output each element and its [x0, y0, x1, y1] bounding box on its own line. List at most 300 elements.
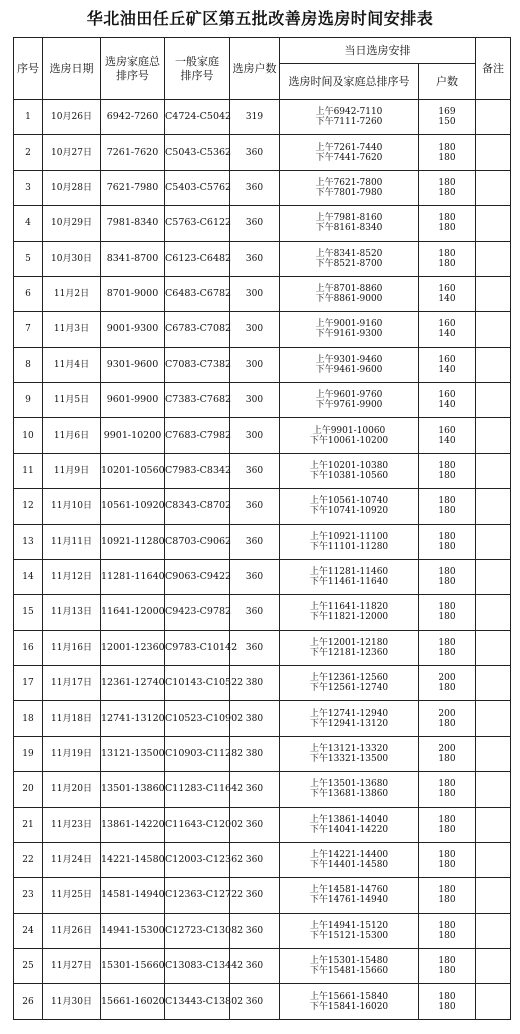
remark-cell [476, 984, 511, 1020]
count-cell [419, 418, 476, 453]
count-cell-pm: 180 [438, 930, 456, 941]
time-range-cell [280, 666, 419, 701]
time-range-cell-am: 上午13121-13320 [309, 743, 389, 754]
table-row [14, 489, 511, 524]
seq-cell: 25 [14, 949, 43, 984]
family-order-cell: 9601-9900 [101, 383, 165, 418]
date-cell: 11月26日 [43, 913, 101, 948]
schedule-table [13, 37, 511, 1020]
households-cell: 380 [230, 701, 280, 736]
general-order-cell: C11643-C12002 [165, 807, 230, 842]
households-cell: 360 [230, 772, 280, 807]
count-cell-am: 160 [438, 425, 456, 436]
seq-cell: 18 [14, 701, 43, 736]
time-range-cell-pm: 下午15841-16020 [309, 1001, 389, 1012]
time-range-cell [280, 383, 419, 418]
header-count: 户数 [419, 64, 476, 100]
remark-cell [476, 524, 511, 559]
seq-cell: 12 [14, 489, 43, 524]
table-row [14, 630, 511, 665]
general-order-cell: C7083-C7382 [165, 347, 230, 382]
count-cell-am: 180 [438, 567, 456, 578]
general-order-cell: C8343-C8702 [165, 489, 230, 524]
count-cell-am: 180 [438, 850, 456, 861]
seq-cell: 23 [14, 878, 43, 913]
count-cell-am: 180 [438, 602, 456, 613]
time-range-cell-am: 上午9001-9160 [315, 319, 383, 330]
count-cell-pm: 180 [438, 789, 456, 800]
family-order-cell: 8701-9000 [101, 276, 165, 311]
time-range-cell-am: 上午6942-7110 [315, 107, 383, 118]
time-range-cell-pm: 下午8521-8700 [315, 258, 383, 269]
table-row [14, 772, 511, 807]
general-order-cell: C9423-C9782 [165, 595, 230, 630]
time-range-cell-am: 上午9301-9460 [315, 354, 383, 365]
family-order-cell: 10561-10920 [101, 489, 165, 524]
count-cell [419, 559, 476, 594]
time-range-cell [280, 595, 419, 630]
count-cell-am: 160 [438, 319, 456, 330]
remark-cell [476, 701, 511, 736]
date-cell: 10月26日 [43, 100, 101, 135]
count-cell-am: 180 [438, 248, 456, 259]
time-range-cell [280, 559, 419, 594]
time-range-cell [280, 453, 419, 488]
remark-cell [476, 630, 511, 665]
count-cell [419, 772, 476, 807]
header-time-and-order: 选房时间及家庭总排序号 [280, 64, 419, 100]
general-order-cell: C10903-C11282 [165, 736, 230, 771]
date-cell: 11月23日 [43, 807, 101, 842]
count-cell [419, 276, 476, 311]
table-row [14, 559, 511, 594]
table-row [14, 913, 511, 948]
general-order-cell: C8703-C9062 [165, 524, 230, 559]
remark-cell [476, 383, 511, 418]
time-range-cell-pm: 下午15481-15660 [309, 966, 389, 977]
seq-cell: 20 [14, 772, 43, 807]
time-range-cell-pm: 下午9461-9600 [315, 364, 383, 375]
table-row [14, 595, 511, 630]
time-range-cell-am: 上午13861-14040 [309, 814, 389, 825]
family-order-cell: 9001-9300 [101, 312, 165, 347]
date-cell: 10月27日 [43, 135, 101, 170]
time-range-cell-am: 上午10561-10740 [309, 496, 389, 507]
time-range-cell-am: 上午8701-8860 [315, 284, 383, 295]
time-range-cell-pm: 下午15121-15300 [309, 930, 389, 941]
header-households: 选房户数 [230, 38, 280, 100]
table-row [14, 878, 511, 913]
remark-cell [476, 736, 511, 771]
table-row [14, 736, 511, 771]
count-cell-am: 180 [438, 779, 456, 790]
family-order-cell: 9901-10200 [101, 418, 165, 453]
count-cell-pm: 140 [438, 294, 456, 305]
count-cell [419, 170, 476, 205]
households-cell: 360 [230, 206, 280, 241]
count-cell [419, 878, 476, 913]
count-cell [419, 524, 476, 559]
general-order-cell: C10143-C10522 [165, 666, 230, 701]
time-range-cell-am: 上午11641-11820 [309, 602, 389, 613]
date-cell: 11月20日 [43, 772, 101, 807]
seq-cell: 21 [14, 807, 43, 842]
remark-cell [476, 666, 511, 701]
count-cell-am: 180 [438, 213, 456, 224]
seq-cell: 1 [14, 100, 43, 135]
general-order-cell: C7383-C7682 [165, 383, 230, 418]
family-order-cell: 14941-15300 [101, 913, 165, 948]
households-cell: 360 [230, 170, 280, 205]
family-order-cell: 12001-12360 [101, 630, 165, 665]
date-cell: 11月11日 [43, 524, 101, 559]
family-order-cell: 12741-13120 [101, 701, 165, 736]
count-cell-pm: 180 [438, 1001, 456, 1012]
count-cell-am: 160 [438, 390, 456, 401]
count-cell-pm: 180 [438, 824, 456, 835]
time-range-cell-am: 上午14221-14400 [309, 850, 389, 861]
count-cell-am: 180 [438, 177, 456, 188]
time-range-cell [280, 524, 419, 559]
households-cell: 380 [230, 666, 280, 701]
count-cell [419, 241, 476, 276]
remark-cell [476, 559, 511, 594]
time-range-cell-pm: 下午12941-13120 [309, 718, 389, 729]
remark-cell [476, 100, 511, 135]
count-cell-am: 180 [438, 956, 456, 967]
remark-cell [476, 913, 511, 948]
count-cell [419, 666, 476, 701]
general-order-cell: C13443-C13802 [165, 984, 230, 1020]
seq-cell: 4 [14, 206, 43, 241]
general-order-cell: C6123-C6482 [165, 241, 230, 276]
count-cell-am: 180 [438, 637, 456, 648]
general-order-cell: C7983-C8342 [165, 453, 230, 488]
time-range-cell [280, 772, 419, 807]
time-range-cell-pm: 下午12561-12740 [309, 683, 389, 694]
count-cell-pm: 140 [438, 364, 456, 375]
family-order-cell: 14221-14580 [101, 842, 165, 877]
general-order-cell: C9063-C9422 [165, 559, 230, 594]
date-cell: 10月29日 [43, 206, 101, 241]
family-order-cell: 10201-10560 [101, 453, 165, 488]
count-cell-pm: 180 [438, 258, 456, 269]
general-order-cell: C10523-C10902 [165, 701, 230, 736]
time-range-cell-pm: 下午8861-9000 [315, 294, 383, 305]
time-range-cell-pm: 下午13681-13860 [309, 789, 389, 800]
general-order-cell: C7683-C7982 [165, 418, 230, 453]
seq-cell: 22 [14, 842, 43, 877]
date-cell: 11月9日 [43, 453, 101, 488]
count-cell-am: 160 [438, 354, 456, 365]
family-order-cell: 15661-16020 [101, 984, 165, 1020]
remark-cell [476, 489, 511, 524]
count-cell [419, 489, 476, 524]
time-range-cell-pm: 下午9161-9300 [315, 329, 383, 340]
count-cell-pm: 180 [438, 470, 456, 481]
count-cell [419, 701, 476, 736]
count-cell-pm: 140 [438, 435, 456, 446]
count-cell-pm: 180 [438, 612, 456, 623]
table-row [14, 949, 511, 984]
seq-cell: 5 [14, 241, 43, 276]
header-day-arrangement: 当日选房安排 [280, 38, 476, 64]
general-order-cell: C4724-C5042 [165, 100, 230, 135]
time-range-cell-pm: 下午14401-14580 [309, 860, 389, 871]
seq-cell: 24 [14, 913, 43, 948]
households-cell: 360 [230, 630, 280, 665]
seq-cell: 7 [14, 312, 43, 347]
time-range-cell-am: 上午10921-11100 [309, 531, 389, 542]
households-cell: 360 [230, 842, 280, 877]
time-range-cell [280, 807, 419, 842]
time-range-cell-pm: 下午8161-8340 [315, 223, 383, 234]
remark-cell [476, 206, 511, 241]
time-range-cell [280, 135, 419, 170]
time-range-cell-pm: 下午11101-11280 [309, 541, 389, 552]
remark-cell [476, 807, 511, 842]
households-cell: 300 [230, 347, 280, 382]
family-order-cell: 10921-11280 [101, 524, 165, 559]
count-cell [419, 949, 476, 984]
remark-cell [476, 276, 511, 311]
households-cell: 380 [230, 736, 280, 771]
count-cell [419, 135, 476, 170]
remark-cell [476, 878, 511, 913]
date-cell: 11月10日 [43, 489, 101, 524]
count-cell [419, 736, 476, 771]
date-cell: 11月16日 [43, 630, 101, 665]
seq-cell: 19 [14, 736, 43, 771]
date-cell: 11月13日 [43, 595, 101, 630]
count-cell [419, 312, 476, 347]
time-range-cell-pm: 下午10061-10200 [309, 435, 389, 446]
family-order-cell: 12361-12740 [101, 666, 165, 701]
table-row [14, 984, 511, 1020]
date-cell: 11月12日 [43, 559, 101, 594]
date-cell: 11月27日 [43, 949, 101, 984]
date-cell: 11月6日 [43, 418, 101, 453]
family-order-cell: 7981-8340 [101, 206, 165, 241]
time-range-cell-am: 上午7981-8160 [315, 213, 383, 224]
count-cell-am: 180 [438, 920, 456, 931]
count-cell-am: 169 [438, 107, 456, 118]
time-range-cell [280, 949, 419, 984]
time-range-cell [280, 489, 419, 524]
family-order-cell: 7261-7620 [101, 135, 165, 170]
count-cell [419, 347, 476, 382]
count-cell [419, 630, 476, 665]
households-cell: 360 [230, 878, 280, 913]
general-order-cell: C11283-C11642 [165, 772, 230, 807]
count-cell-pm: 150 [438, 117, 456, 128]
seq-cell: 17 [14, 666, 43, 701]
seq-cell: 9 [14, 383, 43, 418]
time-range-cell [280, 984, 419, 1020]
count-cell-pm: 140 [438, 400, 456, 411]
time-range-cell-am: 上午7621-7800 [315, 177, 383, 188]
family-order-cell: 13501-13860 [101, 772, 165, 807]
households-cell: 300 [230, 276, 280, 311]
seq-cell: 6 [14, 276, 43, 311]
time-range-cell [280, 206, 419, 241]
table-row [14, 666, 511, 701]
seq-cell: 3 [14, 170, 43, 205]
households-cell: 360 [230, 807, 280, 842]
remark-cell [476, 312, 511, 347]
table-row [14, 383, 511, 418]
time-range-cell [280, 418, 419, 453]
time-range-cell [280, 347, 419, 382]
count-cell [419, 383, 476, 418]
count-cell-pm: 140 [438, 329, 456, 340]
time-range-cell-am: 上午15661-15840 [309, 991, 389, 1002]
time-range-cell-pm: 下午10381-10560 [309, 470, 389, 481]
date-cell: 11月18日 [43, 701, 101, 736]
count-cell-am: 200 [438, 743, 456, 754]
general-order-cell: C12003-C12362 [165, 842, 230, 877]
households-cell: 360 [230, 913, 280, 948]
time-range-cell-pm: 下午11461-11640 [309, 577, 389, 588]
time-range-cell [280, 312, 419, 347]
time-range-cell-pm: 下午14041-14220 [309, 824, 389, 835]
date-cell: 11月19日 [43, 736, 101, 771]
general-order-cell: C12363-C12722 [165, 878, 230, 913]
table-row [14, 241, 511, 276]
date-cell: 11月2日 [43, 276, 101, 311]
time-range-cell-am: 上午9901-10060 [312, 425, 386, 436]
count-cell [419, 453, 476, 488]
seq-cell: 8 [14, 347, 43, 382]
date-cell: 10月28日 [43, 170, 101, 205]
count-cell-am: 180 [438, 142, 456, 153]
table-row [14, 312, 511, 347]
count-cell-pm: 180 [438, 541, 456, 552]
time-range-cell-pm: 下午13321-13500 [309, 753, 389, 764]
date-cell: 10月30日 [43, 241, 101, 276]
family-order-cell: 9301-9600 [101, 347, 165, 382]
table-row [14, 135, 511, 170]
remark-cell [476, 170, 511, 205]
document-title: 华北油田任丘矿区第五批改善房选房时间安排表 [86, 9, 434, 28]
family-order-cell: 15301-15660 [101, 949, 165, 984]
count-cell [419, 206, 476, 241]
time-range-cell [280, 701, 419, 736]
general-order-cell: C9783-C10142 [165, 630, 230, 665]
households-cell: 300 [230, 418, 280, 453]
count-cell [419, 807, 476, 842]
header-date: 选房日期 [43, 38, 101, 100]
count-cell-pm: 180 [438, 506, 456, 517]
family-order-cell: 13861-14220 [101, 807, 165, 842]
seq-cell: 15 [14, 595, 43, 630]
family-order-cell: 13121-13500 [101, 736, 165, 771]
table-row [14, 347, 511, 382]
count-cell-pm: 180 [438, 647, 456, 658]
households-cell: 360 [230, 984, 280, 1020]
header-general-order: 一般家庭排序号 [165, 38, 230, 100]
remark-cell [476, 347, 511, 382]
table-row [14, 524, 511, 559]
remark-cell [476, 453, 511, 488]
general-order-cell: C5403-C5762 [165, 170, 230, 205]
count-cell-pm: 180 [438, 753, 456, 764]
table-row [14, 453, 511, 488]
count-cell-pm: 180 [438, 683, 456, 694]
count-cell-am: 180 [438, 885, 456, 896]
remark-cell [476, 418, 511, 453]
count-cell-am: 200 [438, 708, 456, 719]
general-order-cell: C6483-C6782 [165, 276, 230, 311]
count-cell-pm: 180 [438, 187, 456, 198]
seq-cell: 14 [14, 559, 43, 594]
time-range-cell-am: 上午12361-12560 [309, 673, 389, 684]
time-range-cell-am: 上午9601-9760 [315, 390, 383, 401]
count-cell [419, 595, 476, 630]
households-cell: 319 [230, 100, 280, 135]
general-order-cell: C12723-C13082 [165, 913, 230, 948]
date-cell: 11月17日 [43, 666, 101, 701]
date-cell: 11月30日 [43, 984, 101, 1020]
count-cell-pm: 180 [438, 152, 456, 163]
households-cell: 360 [230, 524, 280, 559]
time-range-cell-am: 上午12741-12940 [309, 708, 389, 719]
table-row [14, 206, 511, 241]
seq-cell: 16 [14, 630, 43, 665]
seq-cell: 26 [14, 984, 43, 1020]
family-order-cell: 11641-12000 [101, 595, 165, 630]
time-range-cell-am: 上午10201-10380 [309, 460, 389, 471]
count-cell [419, 984, 476, 1020]
time-range-cell-am: 上午15301-15480 [309, 956, 389, 967]
count-cell [419, 100, 476, 135]
count-cell-pm: 180 [438, 966, 456, 977]
count-cell-pm: 180 [438, 895, 456, 906]
time-range-cell-pm: 下午12181-12360 [309, 647, 389, 658]
family-order-cell: 7621-7980 [101, 170, 165, 205]
time-range-cell [280, 100, 419, 135]
count-cell-am: 180 [438, 531, 456, 542]
households-cell: 360 [230, 949, 280, 984]
time-range-cell-am: 上午12001-12180 [309, 637, 389, 648]
time-range-cell-pm: 下午10741-10920 [309, 506, 389, 517]
date-cell: 11月25日 [43, 878, 101, 913]
households-cell: 360 [230, 559, 280, 594]
time-range-cell [280, 736, 419, 771]
time-range-cell-am: 上午7261-7440 [315, 142, 383, 153]
time-range-cell-pm: 下午7111-7260 [315, 117, 383, 128]
count-cell-am: 180 [438, 814, 456, 825]
time-range-cell-am: 上午14941-15120 [309, 920, 389, 931]
remark-cell [476, 135, 511, 170]
table-row [14, 842, 511, 877]
date-cell: 11月5日 [43, 383, 101, 418]
general-order-cell: C13083-C13442 [165, 949, 230, 984]
seq-cell: 2 [14, 135, 43, 170]
time-range-cell [280, 842, 419, 877]
general-order-cell: C5043-C5362 [165, 135, 230, 170]
family-order-cell: 8341-8700 [101, 241, 165, 276]
date-cell: 11月4日 [43, 347, 101, 382]
count-cell-am: 200 [438, 673, 456, 684]
seq-cell: 11 [14, 453, 43, 488]
time-range-cell-pm: 下午7801-7980 [315, 187, 383, 198]
count-cell-am: 160 [438, 284, 456, 295]
time-range-cell-pm: 下午14761-14940 [309, 895, 389, 906]
time-range-cell-am: 上午14581-14760 [309, 885, 389, 896]
header-family-order: 选房家庭总排序号 [101, 38, 165, 100]
count-cell-am: 180 [438, 496, 456, 507]
